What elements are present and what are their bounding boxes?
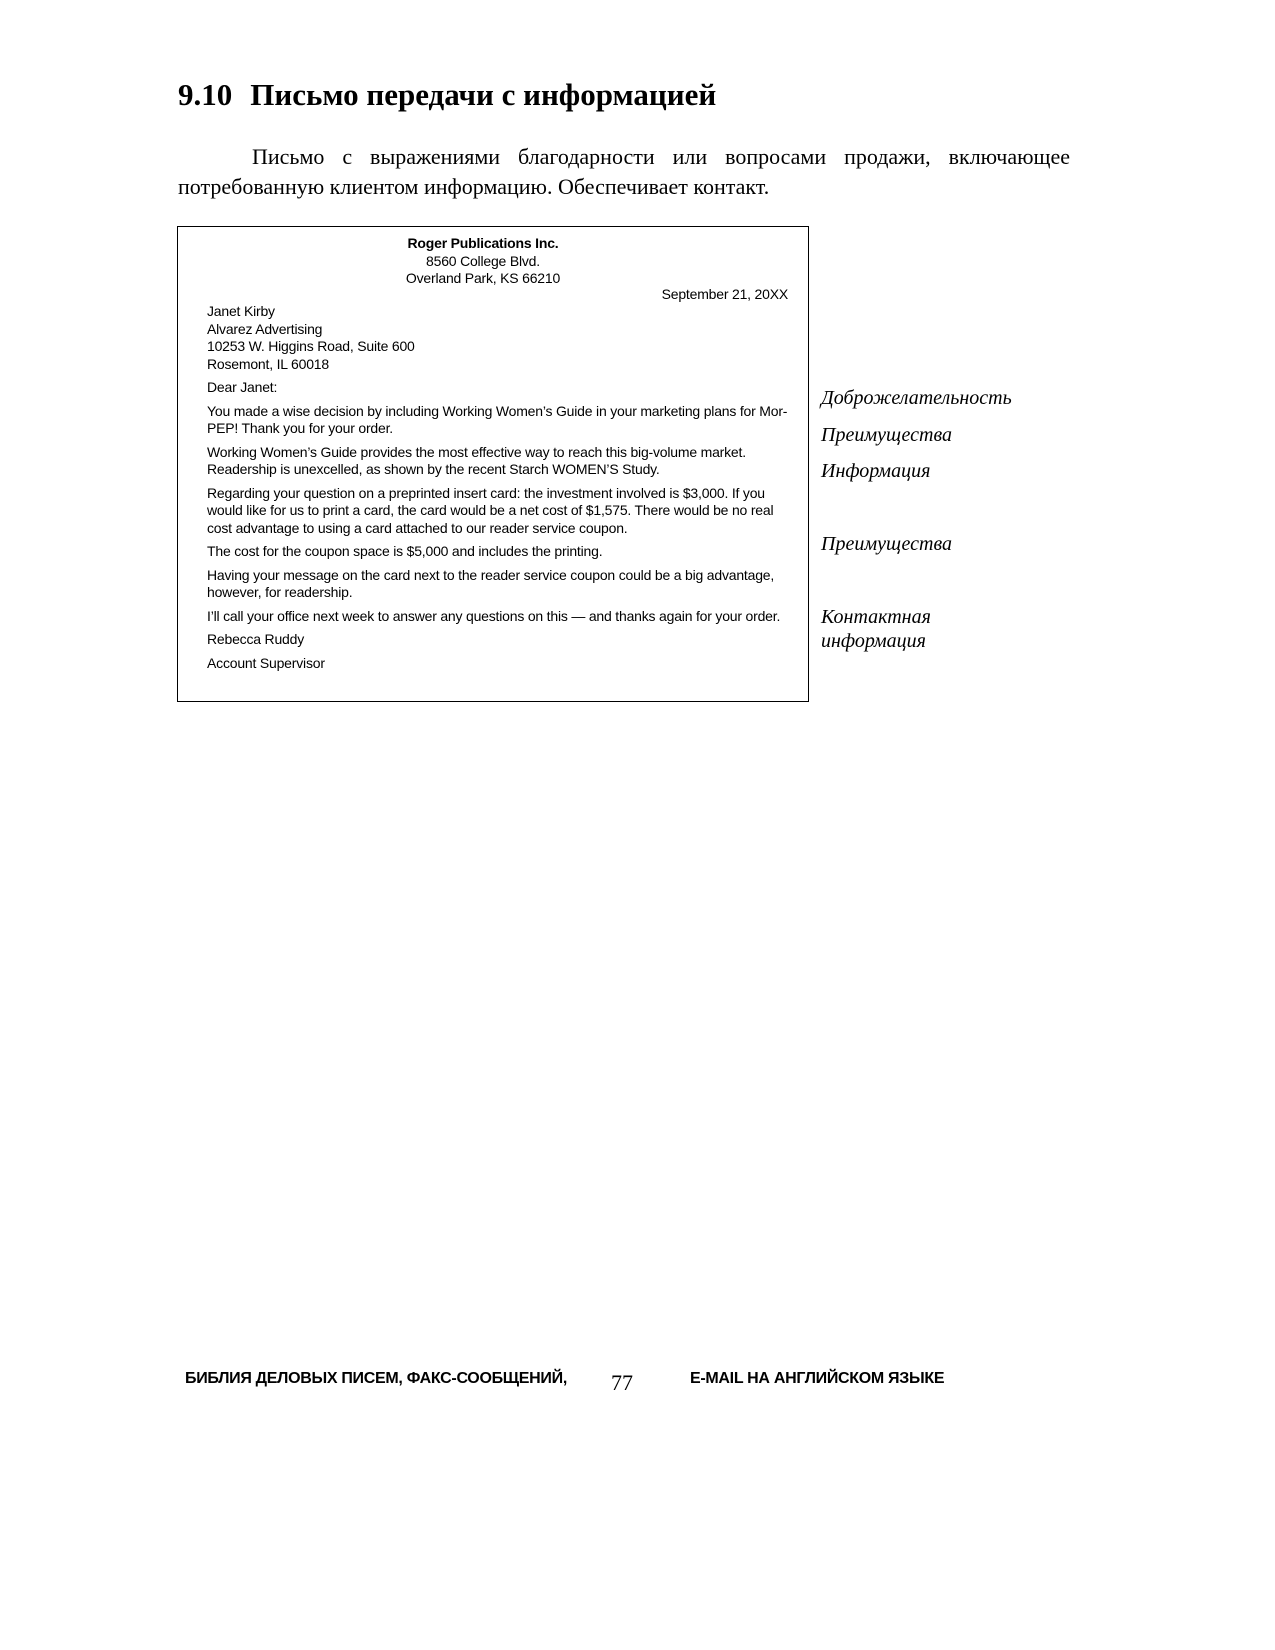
letter-body — [207, 303, 797, 672]
signature-title: Account Supervisor — [207, 654, 325, 671]
intro-paragraph: Письмо с выражениями благодарности или вопросами продажи, включающее потребованную клиентом информацию. Обеспечивает контакт. — [178, 144, 1070, 199]
footer-book-title: БИБЛИЯ ДЕЛОВЫХ ПИСЕМ, ФАКС-СООБЩЕНИЙ, — [185, 1370, 567, 1387]
section-number: 9.10 — [178, 77, 233, 112]
signature-name: Rebecca Ruddy — [207, 631, 305, 647]
sender-street: 8560 College Blvd. — [426, 252, 540, 269]
page-number: 77 — [611, 1370, 633, 1395]
sender-company: Roger Publications Inc. — [407, 235, 559, 251]
margin-note-information: Информация — [821, 460, 931, 482]
letter-paragraph-goodwill: You made a wise decision by including Working Women’s Guide in your marketing plans for Mor-PEP! Thank you for your order. — [207, 402, 788, 436]
letter-paragraph-information: Regarding your question on a preprinted insert card: the investment involved is $3,000. If you would like for us to print a card, the card would be a net cost of $1,575. There would be no real cost advantage to using a card attached to our reader service coupon. — [207, 484, 774, 536]
recipient-city: Rosemont, IL 60018 — [207, 355, 329, 372]
section-heading: Письмо передачи с информацией — [250, 77, 717, 112]
recipient-street: 10253 W. Higgins Road, Suite 600 — [207, 338, 415, 354]
recipient-company: Alvarez Advertising — [207, 320, 323, 337]
letter-paragraph-benefits: Working Women’s Guide provides the most effective way to reach this big-volume market. Readership is unexcelled, as shown by the recent Starch WOMEN’S Study. — [207, 443, 746, 477]
margin-note-contact: Контактная — [821, 606, 931, 628]
margin-note-benefits: Преимущества — [821, 424, 953, 446]
letter-paragraph-cost: The cost for the coupon space is $5,000 and includes the printing. — [207, 543, 603, 559]
letterhead — [178, 235, 788, 288]
margin-note-goodwill: Доброжелательность — [821, 387, 1012, 409]
sender-city: Overland Park, KS 66210 — [405, 270, 561, 286]
sample-letter — [177, 226, 809, 702]
salutation: Dear Janet: — [207, 379, 278, 395]
recipient-name: Janet Kirby — [207, 303, 275, 319]
footer-book-subtitle: E-MAIL НА АНГЛИЙСКОМ ЯЗЫКЕ — [690, 1370, 945, 1387]
letter-date: September 21, 20XX — [661, 286, 788, 302]
recipient-address — [207, 303, 797, 373]
section-title — [178, 76, 716, 114]
letter-paragraph-advantage: Having your message on the card next to the reader service coupon could be a big advantage, however, for readership. — [207, 566, 775, 600]
margin-note-benefits-2: Преимущества — [821, 533, 953, 555]
margin-note-contact-2: информация — [821, 630, 926, 652]
letter-paragraph-contact: I’ll call your office next week to answer any questions on this — and thanks again for your order. — [207, 607, 781, 624]
